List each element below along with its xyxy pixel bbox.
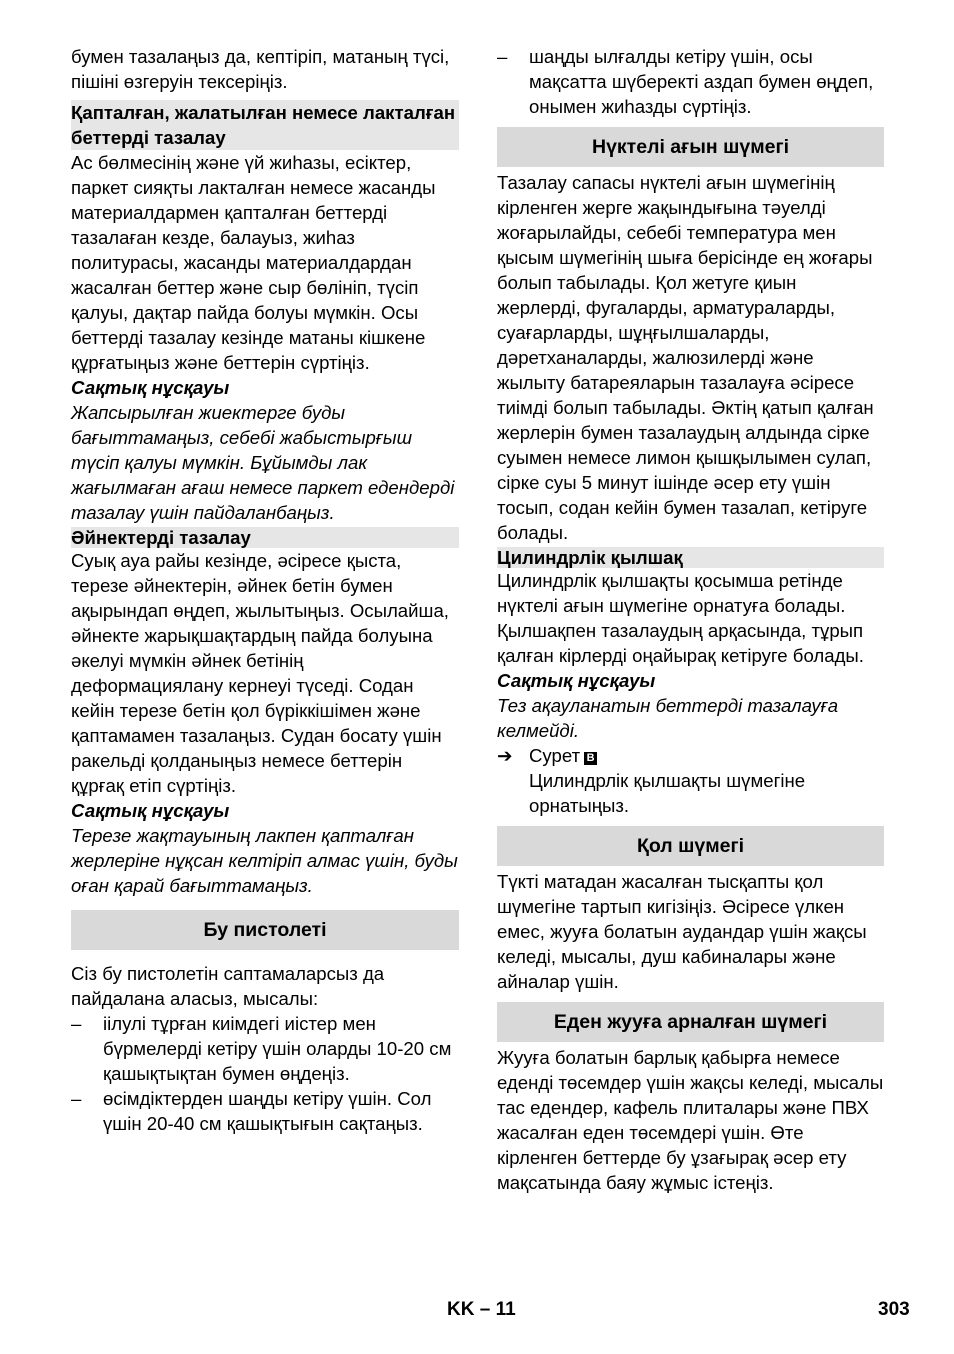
coated-surfaces-paragraph: Ас бөлмесінің және үй жиһазы, есіктер, паркет сияқты лакталған немесе жасанды материалдармен қапталған беттерді тазалаған кезде, балауыз, жиһаз политурасы, жасанды материалдардан жасалған беттер және сыр бөлініп, түсіп қалуы, дақтар пайда болуы мүмкін. Осы беттерді тазалау кезінде матаны кішкене құрғатыңыз және беттерін сүртіңіз.: [71, 152, 436, 373]
caution-label: Сақтық нұсқауы: [71, 377, 230, 398]
intro-paragraph: бумен тазалаңыз да, кептіріп, матаның түсі, пішіні өзгеруін тексеріңіз.: [71, 46, 450, 92]
caution-label: Сақтық нұсқауы: [497, 670, 656, 691]
window-cleaning-paragraph: Суық ауа райы кезінде, әсіресе қыста, терезе әйнектерін, әйнек бетін бумен ақырындап өңдеп, жылытыңыз. Осылайша, әйнекте жарықшақтардың пайда болуына әкелуі мүмкін әйнек бетінің деформациялану кернеуі түседі. Содан кейін терезе бетін қол бүріккішімен және қаптамамен тазалаңыз. Судан босату үшін ракельді қолданыңыз немесе беттерін құрғақ етіп сүртіңіз.: [71, 550, 449, 796]
heading-hand-nozzle: Қол шүмегі: [497, 826, 884, 866]
left-column: [71, 44, 459, 1136]
arrow-right-icon: ➔: [497, 745, 513, 766]
subheading-round-brush: Цилиндрлік қылшақ: [497, 547, 884, 568]
figure-b-icon: B: [584, 752, 597, 765]
heading-point-jet-nozzle: Нүктелі ағын шүмегі: [497, 127, 884, 167]
list-item-text: өсімдіктерден шаңды кетіру үшін. Сол үшін 20-40 см қашықтығын сақтаңыз.: [103, 1088, 432, 1134]
subheading-window-cleaning: Әйнектерді тазалау: [71, 527, 459, 548]
figure-instruction: Цилиндрлік қылшақты шүмегіне орнатыңыз.: [529, 770, 806, 816]
figure-reference: [497, 743, 884, 818]
footer-section-label: KK – 11: [447, 1299, 516, 1320]
dash-bullet: –: [71, 1013, 82, 1034]
caution-text: Терезе жақтауының лакпен қапталған жерлеріне нұқсан келтіріп алмас үшін, буды оған қарай бағыттамаңыз.: [71, 825, 458, 896]
caution-text: Тез ақауланатын беттерді тазалауға келмейді.: [497, 695, 839, 741]
list-item: [71, 1086, 459, 1136]
round-brush-paragraph: Цилиндрлік қылшақты қосымша ретінде нүктелі ағын шүмегіне орнатуға болады. Қылшақпен тазалаудың арқасында, тұрып қалған кірлерді оңайырақ кетіруге болады.: [497, 570, 864, 666]
caution-text: Жапсырылған жиектерге буды бағыттамаңыз, себебі жабыстырғыш түсіп қалуы мүмкін. Бұйымды лак жағылмаған ағаш немесе паркет едендерді тазалау үшін пайдаланбаңыз.: [71, 402, 455, 523]
dash-bullet: –: [497, 46, 508, 67]
list-item: [497, 44, 884, 119]
floor-nozzle-paragraph: Жууға болатын барлық қабырға немесе еденді төсемдер үшін жақсы келеді, мысалы тас едендер, кафель плиталары және ПВХ жасалған еден төсемдері үшін. Өте кірленген беттерде бу ұзағырақ әсер ету мақсатында баяу жұмыс істеңіз.: [497, 1047, 884, 1193]
figure-label: Сурет: [529, 745, 581, 766]
list-item-text: іілулі тұрған киімдегі иістер мен бүрмелерді кетіру үшін оларды 10-20 см қашықтықтан бумен өңдеңіз.: [103, 1013, 452, 1084]
heading-floor-nozzle: Еден жууға арналған шүмегі: [497, 1002, 884, 1042]
dash-bullet: –: [71, 1088, 82, 1109]
page-number: 303: [878, 1299, 910, 1320]
list-item: [71, 1011, 459, 1086]
steam-gun-paragraph: Сіз бу пистолетін саптамаларсыз да пайдалана аласыз, мысалы:: [71, 963, 385, 1009]
heading-steam-gun: Бу пистолеті: [71, 910, 459, 950]
list-item-text: шаңды ылғалды кетіру үшін, осы мақсатта шүберекті аздап бумен өңдеп, онымен жиһазды сүртіңіз.: [529, 46, 874, 117]
subheading-coated-surfaces: Қапталған, жалатылған немесе лакталған беттерді тазалау: [71, 100, 459, 150]
right-column: [497, 44, 884, 1195]
caution-label: Сақтық нұсқауы: [71, 800, 230, 821]
point-jet-paragraph: Тазалау сапасы нүктелі ағын шүмегінің кірленген жерге жақындығына тәуелді жоғарылайды, себебі температура мен қысым шүмегінің шыға берісінде ең жоғары болып табылады. Қол жетуге қиын жерлерді, фугаларды, арматураларды, суағарларды, шұңғылшаларды, дәретханаларды, жалюзилерді және жылыту батареяларын тазалауға әсіресе тиімді болып табылады. Әктің қатып қалған жерлерін бумен тазалаудың алдында сірке суымен немесе лимон қышқылымен сулап, сірке суы 5 минут ішінде әсер ету үшін тосып, содан кейін бумен тазалап, кетіруге болады.: [497, 172, 874, 543]
hand-nozzle-paragraph: Түкті матадан жасалған тысқапты қол шүмегіне тартып кигізіңіз. Әсіресе үлкен емес, жууға болатын аудандар үшін жақсы келеді, мысалы, душ кабиналары және айналар үшін.: [497, 871, 867, 992]
